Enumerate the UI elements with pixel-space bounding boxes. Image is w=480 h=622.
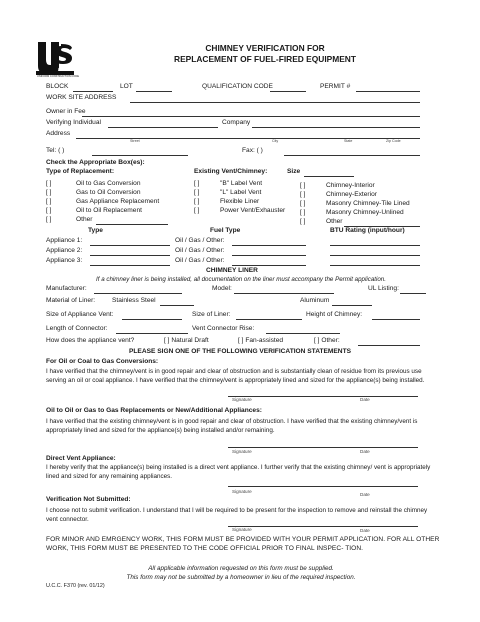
fan-assisted-checkbox[interactable]: [ ] Fan-assisted — [238, 337, 284, 344]
model-field[interactable] — [234, 293, 334, 294]
page-title-line2: REPLACEMENT OF FUEL-FIRED EQUIPMENT — [174, 54, 356, 64]
statement-1-signature-label: Signature — [232, 397, 252, 402]
option-b-vent: "B" Label Vent — [220, 180, 263, 187]
appliance-1-btu-field[interactable] — [330, 245, 420, 246]
checkbox-chimney-other[interactable]: [ ] — [300, 218, 306, 225]
aluminum-field[interactable] — [332, 305, 372, 306]
lot-field[interactable] — [136, 91, 172, 92]
zip-caption: Zip Code — [386, 139, 401, 143]
statement-3-text: I hereby verify that the appliance(s) being installed is a direct vent appliance. I further verify that the existing chimney/ vent is appropriately lined and sized for any remaining appliances. — [46, 464, 431, 480]
checkbox-oil-to-oil[interactable]: [ ] — [46, 207, 52, 214]
option-chimney-interior: Chimney-Interior — [326, 182, 375, 189]
checkbox-power-vent[interactable]: [ ] — [194, 207, 200, 214]
statement-2-signature-label: Signature — [232, 449, 252, 454]
length-label: Length of Connector: — [46, 325, 108, 332]
fax-label: Fax: ( ) — [242, 147, 263, 154]
material-label: Material of Liner: — [46, 297, 96, 304]
option-masonry-tile: Masonry Chimney-Tile Lined — [326, 200, 410, 207]
statement-1-text: I have verified that the chimney/vent is in good repair and clear of obstruction and is substantially clean of residue from its previous use serving an oil or coal appliance. I have verified that the chimney/vent is appropriately lined and sized for the appliance(s) being installed. — [46, 368, 425, 384]
appliance-3-label: Appliance 3: — [46, 257, 83, 264]
appliance-2-fuel-field[interactable] — [232, 255, 306, 256]
tel-field[interactable] — [92, 155, 188, 156]
replacement-heading: Type of Replacement: — [46, 168, 115, 175]
statement-2-text: I have verified that the existing chimney/vent is in good repair and clear of obstruction. I have verified that the existing chimney/vent is appropriately lined and sized for the appliance(s) being installed and/or remaining. — [46, 418, 418, 434]
work-site-label: WORK SITE ADDRESS — [46, 94, 117, 101]
statement-1-signature-line[interactable] — [228, 396, 418, 397]
statement-2-signature-line[interactable] — [228, 447, 418, 448]
liner-note: If a chimney liner is being installed, all documentation on the liner must accompany the Permit application. — [96, 276, 386, 283]
col-type-heading: Type — [88, 227, 103, 234]
logo-caption-top: NEW JERSEY — [58, 67, 78, 71]
permit-field[interactable] — [356, 91, 420, 92]
ucc-logo-graphic — [36, 40, 74, 80]
appliance-3-type-field[interactable] — [90, 265, 170, 266]
rise-field[interactable] — [266, 333, 340, 334]
block-field[interactable] — [73, 91, 113, 92]
checkbox-oil-to-gas[interactable]: [ ] — [46, 180, 52, 187]
length-field[interactable] — [116, 333, 188, 334]
size-heading: Size — [287, 168, 301, 175]
option-oil-to-gas: Oil to Gas Conversion — [76, 180, 141, 187]
ucc-logo — [36, 40, 79, 80]
option-flexible-liner: Flexible Liner — [220, 198, 260, 205]
statement-3-signature-line[interactable] — [228, 486, 418, 487]
how-vented-label: How does the appliance vent? — [46, 337, 135, 344]
checkbox-masonry-unlined[interactable]: [ ] — [300, 209, 306, 216]
appliance-1-fuel-label: Oil / Gas / Other: — [175, 237, 225, 244]
option-power-vent: Power Vent/Exhauster — [220, 207, 286, 214]
street-caption: Street — [130, 139, 140, 143]
tel-label: Tel: ( ) — [46, 147, 65, 154]
natural-draft-checkbox[interactable]: [ ] Natural Draft — [164, 337, 209, 344]
manufacturer-label: Manufacturer: — [46, 285, 87, 292]
model-label: Model: — [212, 285, 232, 292]
owner-field[interactable] — [82, 116, 420, 117]
ul-field[interactable] — [400, 293, 426, 294]
company-label: Company — [222, 119, 251, 126]
company-field[interactable] — [252, 127, 420, 128]
rise-label: Vent Connector Rise: — [192, 325, 255, 332]
stainless-label: Stainless Steel — [112, 297, 156, 304]
statement-1-title: For Oil or Coal to Gas Conversions: — [46, 358, 159, 365]
option-oil-to-oil: Oil to Oil Replacement — [76, 207, 142, 214]
other-replacement-field[interactable] — [96, 224, 168, 225]
statement-4-signature-label: Signature — [232, 527, 252, 532]
size-field[interactable] — [304, 176, 354, 177]
stainless-field[interactable] — [160, 305, 194, 306]
ul-label: UL Listing: — [368, 285, 399, 292]
permit-label: PERMIT # — [320, 83, 351, 90]
col-btu-heading: BTU Rating (input/hour) — [330, 227, 405, 234]
size-vent-field[interactable] — [122, 319, 182, 320]
size-liner-field[interactable] — [236, 319, 302, 320]
checkbox-chimney-exterior[interactable]: [ ] — [300, 191, 306, 198]
checkbox-chimney-interior[interactable]: [ ] — [300, 182, 306, 189]
statement-1-date-label: Date — [360, 397, 370, 402]
checkbox-masonry-tile[interactable]: [ ] — [300, 200, 306, 207]
other-vent-checkbox[interactable]: [ ] Other: — [314, 337, 340, 344]
form-id: U.C.C. F370 (rev. 01/12) — [46, 583, 105, 589]
option-gas-appliance: Gas Appliance Replacement — [76, 198, 160, 205]
address-label: Address — [46, 130, 71, 137]
checkbox-b-vent[interactable]: [ ] — [194, 180, 200, 187]
check-heading: Check the Appropriate Box(es): — [46, 159, 145, 166]
option-gas-to-oil: Gas to Oil Conversion — [76, 189, 141, 196]
col-fuel-heading: Fuel Type — [210, 227, 241, 234]
qual-code-field[interactable] — [270, 91, 306, 92]
statement-4-signature-line[interactable] — [228, 526, 418, 527]
city-caption: City — [272, 139, 279, 143]
statement-3-title: Direct Vent Appliance: — [46, 455, 116, 462]
liner-heading: CHIMNEY LINER — [206, 267, 258, 274]
verifying-label: Verifying Individual — [46, 119, 101, 126]
state-caption: State — [344, 139, 353, 143]
fax-field[interactable] — [284, 155, 420, 156]
checkbox-l-vent[interactable]: [ ] — [194, 189, 200, 196]
statement-4-date-label: Date — [360, 528, 370, 533]
appliance-1-label: Appliance 1: — [46, 237, 83, 244]
size-vent-label: Size of Appliance Vent: — [46, 311, 114, 318]
height-field[interactable] — [372, 319, 420, 320]
block-label: BLOCK — [46, 83, 69, 90]
other-vent-field[interactable] — [358, 345, 420, 346]
statement-2-title: Oil to Oil or Gas to Gas Replacements or New/Additional Appliances: — [46, 407, 262, 414]
appliance-1-fuel-field[interactable] — [232, 245, 306, 246]
footer-line-2: This form may not be submitted by a homeowner in lieu of the required inspection. — [126, 574, 356, 581]
checkbox-gas-appliance[interactable]: [ ] — [46, 198, 52, 205]
footer-caps-notice: FOR MINOR AND EMRGENCY WORK, THIS FORM MUST BE PROVIDED WITH YOUR PERMIT APPLICATION. FOR ALL OTHER WORK, THIS FORM MUST BE PRESENTED TO THE CODE OFFICIAL PRIOR TO FINAL INSPEC- TION. — [46, 536, 440, 552]
appliance-2-btu-field[interactable] — [330, 255, 420, 256]
option-l-vent: "L" Label Vent — [220, 189, 262, 196]
appliance-2-fuel-label: Oil / Gas / Other: — [175, 247, 225, 254]
appliance-1-type-field[interactable] — [90, 245, 170, 246]
logo-caption-bottom: UNIFORM CONSTRUCTION CODE — [37, 75, 79, 78]
footer-line-1: All applicable information requested on this form must be supplied. — [148, 565, 334, 572]
qual-code-label: QUALIFICATION CODE — [202, 83, 273, 90]
verifying-field[interactable] — [108, 127, 218, 128]
checkbox-other-replacement[interactable]: [ ] — [46, 216, 52, 223]
owner-label: Owner in Fee — [46, 108, 86, 115]
work-site-field[interactable] — [130, 102, 420, 103]
appliance-3-fuel-label: Oil / Gas / Other: — [175, 257, 225, 264]
option-masonry-unlined: Masonry Chimney-Unlined — [326, 209, 404, 216]
statement-4-title: Verification Not Submitted: — [46, 496, 131, 503]
option-other-replacement: Other — [76, 216, 93, 223]
aluminum-label: Aluminum — [300, 297, 330, 304]
manufacturer-field[interactable] — [94, 293, 182, 294]
existing-heading: Existing Vent/Chimney: — [194, 168, 268, 175]
address-field[interactable] — [76, 138, 420, 139]
height-label: Height of Chimney: — [306, 311, 363, 318]
statement-3-signature-label: Signature — [232, 489, 252, 494]
lot-label: LOT — [120, 83, 133, 90]
appliance-2-type-field[interactable] — [90, 255, 170, 256]
appliance-2-label: Appliance 2: — [46, 247, 83, 254]
statement-3-date-label: Date — [360, 492, 370, 497]
appliance-3-fuel-field[interactable] — [232, 265, 306, 266]
statement-4-text: I choose not to submit verification. I understand that I will be required to be present for the inspection to remove and reinstall the chimney vent connector. — [46, 507, 428, 523]
option-chimney-other: Other — [326, 218, 343, 225]
statement-2-date-label: Date — [360, 449, 370, 454]
page-title-line1: CHIMNEY VERIFICATION FOR — [205, 43, 325, 53]
checkbox-flexible-liner[interactable]: [ ] — [194, 198, 200, 205]
size-liner-label: Size of Liner: — [192, 311, 231, 318]
appliance-3-btu-field[interactable] — [330, 265, 420, 266]
statements-heading: PLEASE SIGN ONE OF THE FOLLOWING VERIFICATION STATEMENTS — [129, 348, 351, 355]
option-chimney-exterior: Chimney-Exterior — [326, 191, 377, 198]
checkbox-gas-to-oil[interactable]: [ ] — [46, 189, 52, 196]
